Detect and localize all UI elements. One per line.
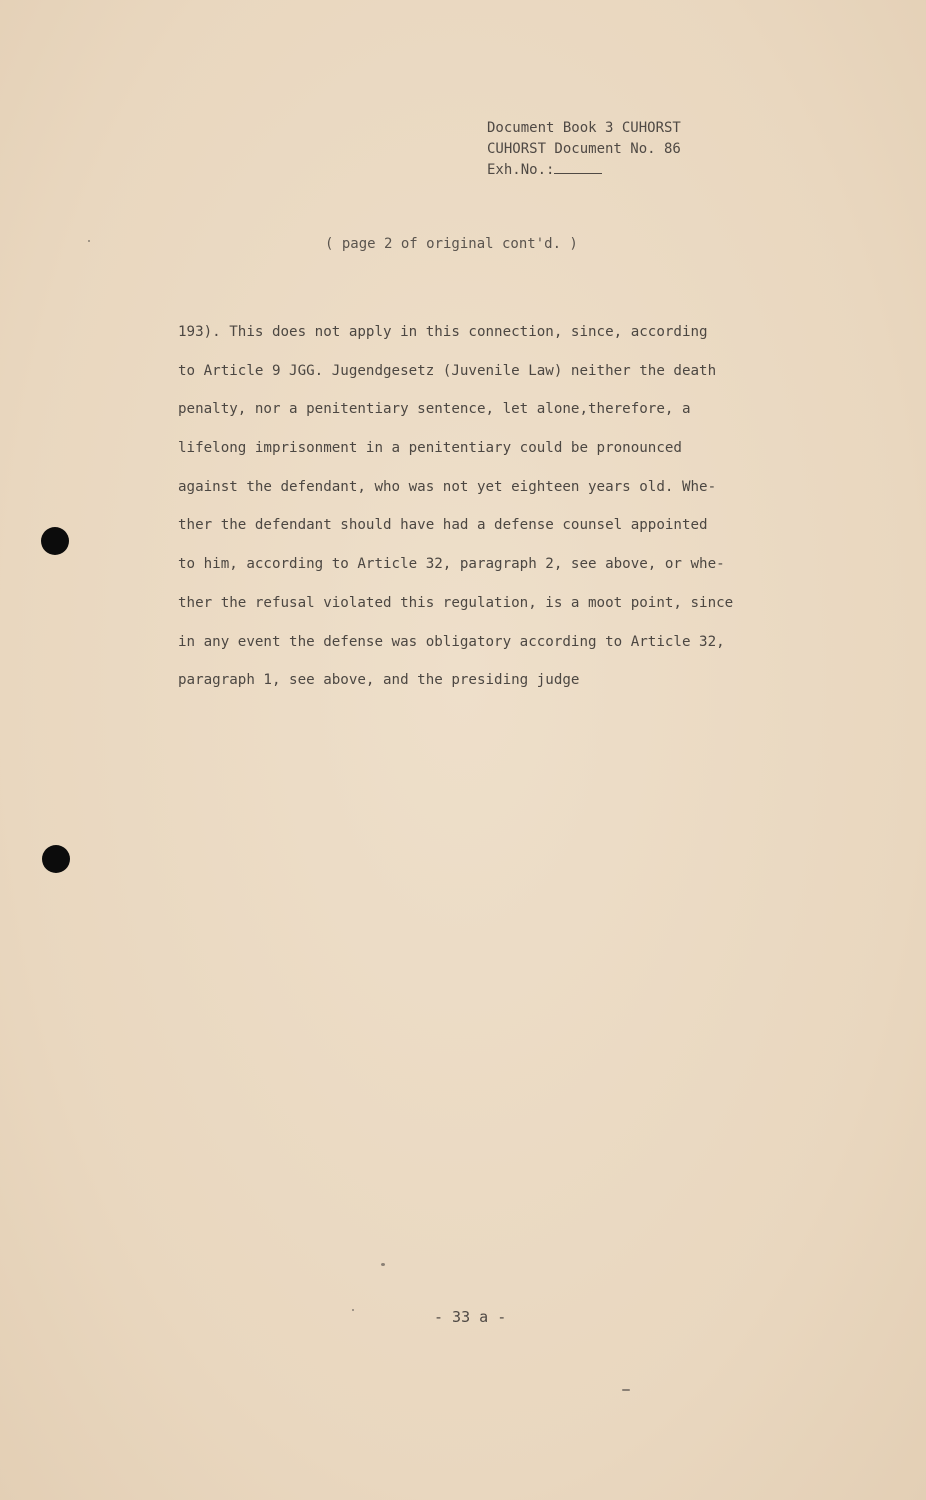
body-text <box>178 313 818 700</box>
paper-speck <box>381 1263 385 1266</box>
body-line: to Article 9 JGG. Jugendgesetz (Juvenile Law) neither the death <box>178 362 717 379</box>
paper-speck <box>352 1309 354 1311</box>
exhibit-number-line <box>487 160 681 181</box>
body-line: to him, according to Article 32, paragraph 2, see above, or whe- <box>178 556 725 573</box>
body-line: paragraph 1, see above, and the presiding judge <box>178 672 580 689</box>
paper-speck <box>88 240 90 242</box>
page-number: - 33 a - <box>434 1308 507 1326</box>
document-book-line: Document Book 3 CUHORST <box>487 120 681 136</box>
paper-speck <box>622 1389 630 1391</box>
body-line: lifelong imprisonment in a penitentiary could be pronounced <box>178 440 682 457</box>
exhibit-number-label: Exh.No.: <box>487 162 555 178</box>
body-line: against the defendant, who was not yet eighteen years old. Whe- <box>178 478 717 495</box>
continuation-note: ( page 2 of original cont'd. ) <box>325 236 578 252</box>
punch-hole <box>41 527 69 555</box>
body-line: ther the refusal violated this regulation, is a moot point, since <box>178 594 734 611</box>
body-line: ther the defendant should have had a defense counsel appointed <box>178 517 708 534</box>
document-header <box>487 118 681 181</box>
body-line: penalty, nor a penitentiary sentence, let alone,therefore, a <box>178 401 691 418</box>
body-line: in any event the defense was obligatory according to Article 32, <box>178 633 725 650</box>
exhibit-number-blank <box>554 161 602 174</box>
punch-hole <box>42 845 70 873</box>
body-line: 193). This does not apply in this connection, since, according <box>178 324 708 340</box>
document-number-line: CUHORST Document No. 86 <box>487 141 681 157</box>
